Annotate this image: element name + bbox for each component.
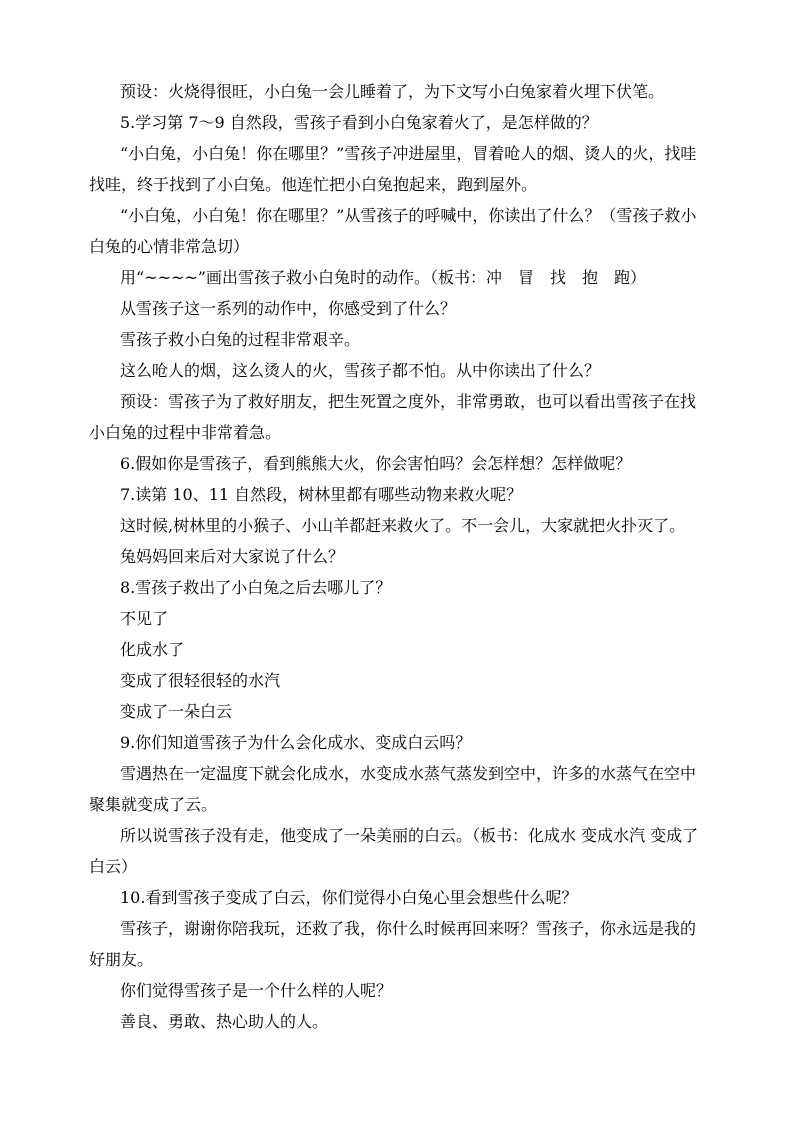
question-feeling: 从雪孩子这一系列的动作中，你感受到了什么？ xyxy=(120,299,457,318)
quote-rescue: “小白兔，小白兔！你在哪里？”雪孩子冲进屋里，冒着呛人的烟、烫人的火，找哇找哇，终于找到了小白兔。他连忙把小白兔抱起来，跑到屋外。 xyxy=(89,144,697,194)
paragraph-preset-brave: 预设：雪孩子为了救好朋友，把生死置之度外，非常勇敢，也可以看出雪孩子在找小白兔的过程中非常着急。 xyxy=(89,392,697,442)
paragraph-rabbit-thoughts: 雪孩子，谢谢你陪我玩，还救了我，你什么时候再回来呀？雪孩子，你永远是我的好朋友。 xyxy=(89,919,697,969)
paragraph-science: 雪遇热在一定温度下就会化成水，水变成水蒸气蒸发到空中，许多的水蒸气在空中聚集就变成了云。 xyxy=(89,764,697,814)
paragraph-animals-help: 这时候,树林里的小猴子、小山羊都赶来救火了。不一会儿，大家就把火扑灭了。 xyxy=(120,516,686,535)
question-9: 9.你们知道雪孩子为什么会化成水、变成白云吗？ xyxy=(120,733,472,752)
question-character: 你们觉得雪孩子是一个什么样的人呢？ xyxy=(120,981,393,1000)
answer-vapor: 变成了很轻很轻的水汽 xyxy=(120,671,281,690)
paragraph-preset-fire: 预设：火烧得很旺，小白兔一会儿睡着了，为下文写小白兔家着火埋下伏笔。 xyxy=(120,82,665,101)
answer-hardship: 雪孩子救小白兔的过程非常艰辛。 xyxy=(120,330,361,349)
answer-water: 化成水了 xyxy=(120,640,185,659)
question-mother-rabbit: 兔妈妈回来后对大家说了什么？ xyxy=(120,547,345,566)
question-7: 7.读第 10、11 自然段，树林里都有哪些动物来救火呢？ xyxy=(120,485,523,504)
question-6: 6.假如你是雪孩子，看到熊熊大火，你会害怕吗？会怎样想？怎样做呢？ xyxy=(120,454,632,473)
question-smoke-fire: 这么呛人的烟，这么烫人的火，雪孩子都不怕。从中你读出了什么？ xyxy=(120,361,601,380)
instruction-underline-actions: 用“~~~~”画出雪孩子救小白兔时的动作。（板书：冲 冒 找 抱 跑） xyxy=(120,268,646,287)
question-10: 10.看到雪孩子变成了白云，你们觉得小白兔心里会想些什么呢？ xyxy=(120,888,578,907)
answer-disappeared: 不见了 xyxy=(120,609,169,628)
answer-character: 善良、勇敢、热心助人的人。 xyxy=(120,1012,329,1031)
answer-cloud: 变成了一朵白云 xyxy=(120,702,233,721)
paragraph-conclusion-board: 所以说雪孩子没有走，他变成了一朵美丽的白云。（板书：化成水 变成水汽 变成了白云） xyxy=(89,826,699,876)
question-8: 8.雪孩子救出了小白兔之后去哪儿了？ xyxy=(120,578,392,597)
question-shout: “小白兔，小白兔！你在哪里？”从雪孩子的呼喊中，你读出了什么？（雪孩子救小白兔的心情非常急切） xyxy=(89,206,697,256)
document-body xyxy=(89,76,705,1037)
question-5: 5.学习第 7～9 自然段，雪孩子看到小白兔家着火了，是怎样做的？ xyxy=(120,113,598,132)
